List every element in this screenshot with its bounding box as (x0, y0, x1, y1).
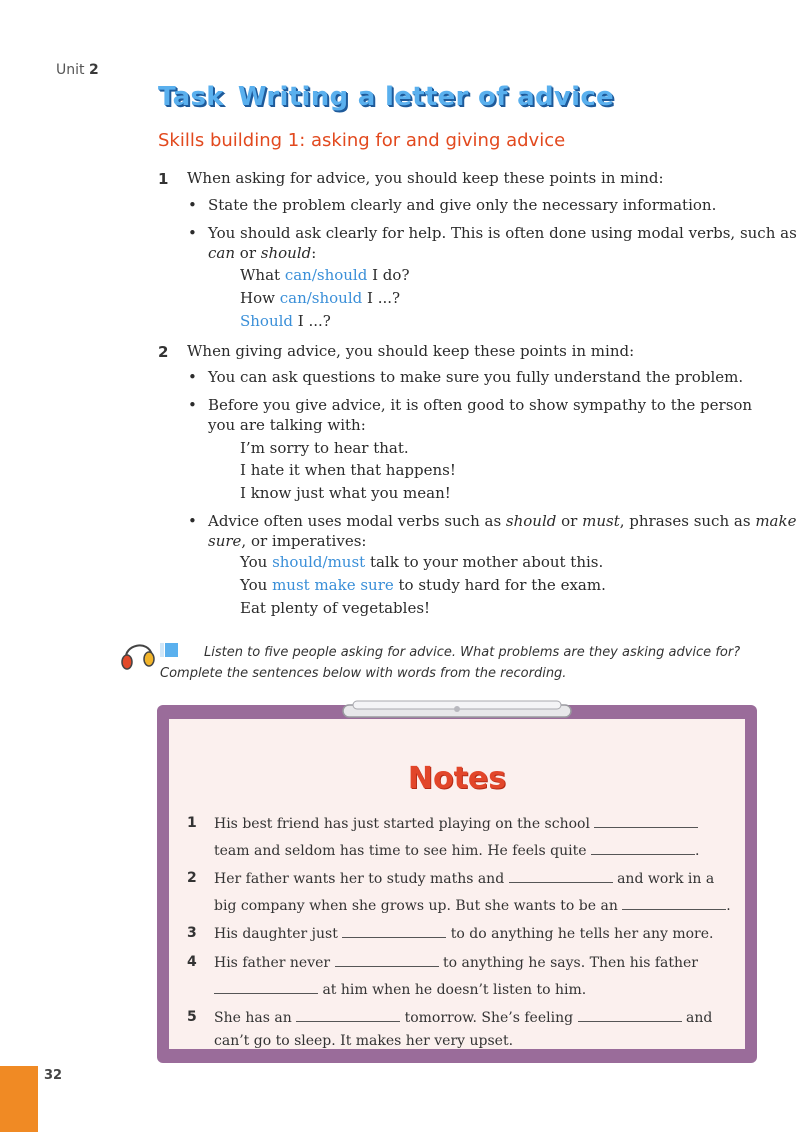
note-1-line-1 (214, 813, 698, 834)
text: You (240, 553, 273, 571)
unit-word: Unit (56, 62, 85, 78)
text: His daughter just (214, 926, 343, 942)
note-1-line-2 (214, 840, 699, 861)
section-1-number: 1 (158, 170, 169, 188)
notes-paper (169, 719, 745, 1049)
blank-field[interactable] (214, 979, 318, 994)
text: , or imperatives: (241, 532, 367, 550)
example-text: I ...? (362, 289, 401, 307)
advice-2 (240, 574, 606, 596)
listening-instructions (160, 642, 760, 684)
text: Her father wants her to study maths and (214, 871, 509, 887)
blank-field[interactable] (296, 1007, 400, 1022)
blank-field[interactable] (342, 923, 446, 938)
task-title-text: Writing a letter of advice (237, 82, 614, 112)
task-label: Task (158, 82, 224, 112)
text: to study hard for the exam. (393, 576, 606, 594)
unit-label (56, 62, 99, 78)
section-2-bullet-2: • Before you give advice, it is often good to show sympathy to the person (208, 394, 752, 416)
note-1-number: 1 (187, 815, 197, 831)
skills-heading: Skills building 1: asking for and giving advice (158, 130, 566, 151)
section-2-bullet-3-cont (208, 530, 366, 552)
word-sure: sure (208, 532, 242, 550)
section-2-number: 2 (158, 343, 169, 361)
section-2-bullet-1: • You can ask questions to make sure you fully understand the problem. (208, 366, 743, 388)
colon: : (311, 244, 317, 262)
blank-field[interactable] (578, 1007, 682, 1022)
word-make: make (755, 512, 797, 530)
note-3-line-1 (214, 923, 713, 944)
word-or: or (235, 244, 261, 262)
advice-3: Eat plenty of vegetables! (240, 599, 431, 617)
section-1-bullet-1: • State the problem clearly and give only the necessary information. (208, 194, 716, 216)
blank-field[interactable] (335, 952, 439, 967)
example-3 (240, 310, 331, 332)
text: . (694, 843, 700, 859)
advice-highlight: should/must (272, 553, 366, 571)
blank-field[interactable] (509, 868, 613, 883)
blank-field[interactable] (591, 840, 695, 855)
page-corner-tab (0, 1066, 38, 1132)
word-can: can (208, 244, 236, 262)
text: talk to your mother about this. (365, 553, 604, 571)
section-1-bullet-2-cont (208, 242, 316, 264)
note-5-number: 5 (187, 1009, 197, 1025)
text: You (240, 576, 273, 594)
section-2-bullet-2-cont: you are talking with: (208, 416, 366, 434)
text: and (681, 1010, 713, 1026)
sympathy-3: I know just what you mean! (240, 484, 451, 502)
note-3-number: 3 (187, 925, 197, 941)
example-text: What (240, 266, 285, 284)
page-title (158, 82, 614, 112)
sympathy-2: I hate it when that happens! (240, 461, 456, 479)
clipboard-clip-icon (341, 697, 573, 723)
text: , phrases such as (619, 512, 756, 530)
text: big company when she grows up. But she wants to be an (214, 898, 623, 914)
note-5-line-2: can’t go to sleep. It makes her very upset. (214, 1033, 514, 1049)
notes-clipboard (157, 705, 757, 1063)
section-1-intro: When asking for advice, you should keep these points in mind: (187, 169, 664, 187)
section-1-bullet-2: • You should ask clearly for help. This is often done using modal verbs, such as (208, 222, 797, 244)
note-4-number: 4 (187, 954, 197, 970)
note-2-number: 2 (187, 870, 197, 886)
text: to do anything he tells her any more. (446, 926, 714, 942)
page-number: 32 (44, 1068, 63, 1083)
example-text: How (240, 289, 280, 307)
advice-highlight: must make sure (272, 576, 394, 594)
word-should: should (260, 244, 312, 262)
section-2-intro: When giving advice, you should keep these points in mind: (187, 342, 635, 360)
word-should: should (505, 512, 557, 530)
text: to anything he says. Then his father (438, 955, 698, 971)
text: at him when he doesn’t listen to him. (318, 982, 587, 998)
example-text: I do? (367, 266, 410, 284)
note-2-line-1 (214, 868, 714, 889)
note-2-line-2 (214, 895, 731, 916)
text: . (726, 898, 731, 914)
note-5-line-1 (214, 1007, 712, 1028)
text: and work in a (612, 871, 715, 887)
text: Advice often uses modal verbs such as (208, 512, 506, 530)
listening-line-1: Listen to five people asking for advice. What problems are they asking advice for? (204, 645, 741, 660)
example-2 (240, 287, 400, 309)
text: His best friend has just started playing on the school (214, 816, 595, 832)
sympathy-1: I’m sorry to hear that. (240, 439, 409, 457)
text: She has an (214, 1010, 297, 1026)
advice-1 (240, 551, 603, 573)
example-highlight: can/should (284, 266, 368, 284)
blank-field[interactable] (622, 895, 726, 910)
example-text: I ...? (293, 312, 331, 330)
listening-line-2: Complete the sentences below with words from the recording. (160, 666, 567, 681)
note-4-line-1 (214, 952, 698, 973)
example-1 (240, 264, 409, 286)
section-2-bullet-3 (208, 510, 796, 532)
example-highlight: can/should (279, 289, 363, 307)
text: tomorrow. She’s feeling (400, 1010, 578, 1026)
unit-number: 2 (88, 62, 99, 78)
text: His father never (214, 955, 335, 971)
text: or (556, 512, 583, 530)
blank-field[interactable] (594, 813, 698, 828)
text: team and seldom has time to see him. He feels quite (214, 843, 591, 859)
notes-title: Notes (407, 761, 507, 796)
headphones-icon (118, 637, 158, 673)
note-4-line-2 (214, 979, 586, 1000)
example-highlight: Should (240, 312, 294, 330)
word-must: must (582, 512, 620, 530)
